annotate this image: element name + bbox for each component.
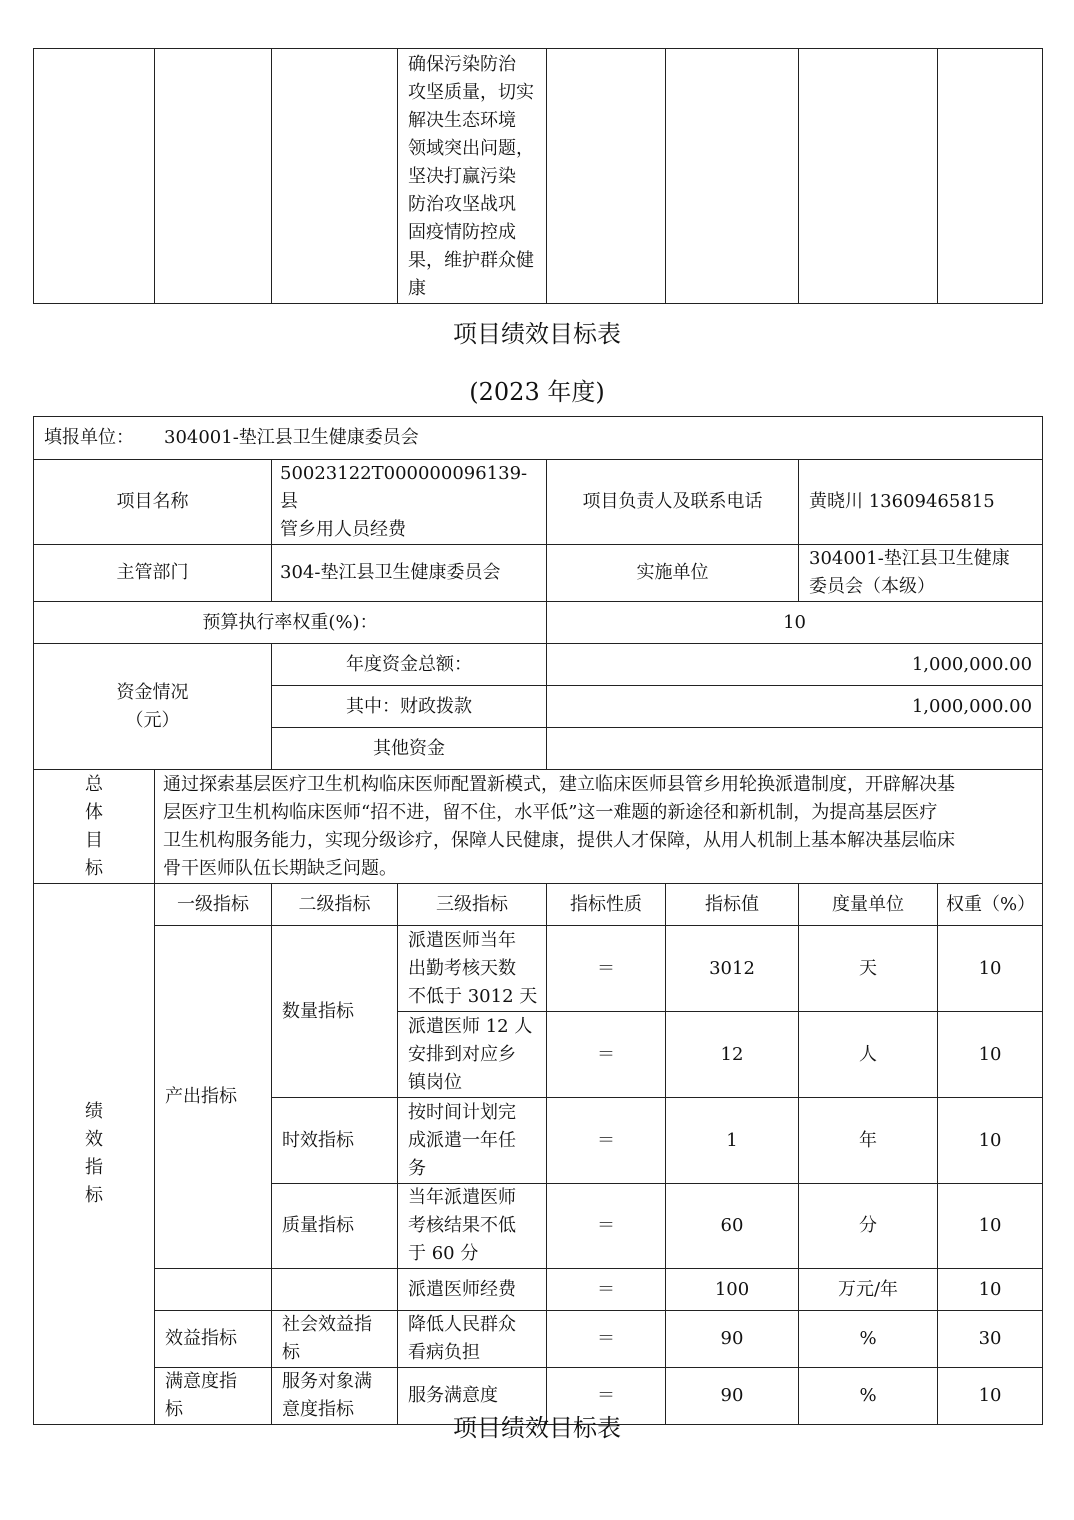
goal-label-char: 总 bbox=[85, 773, 103, 795]
other-funds-label: 其他资金 bbox=[272, 728, 547, 770]
reporting-unit-cell bbox=[34, 417, 1043, 460]
indicator-unit: 天 bbox=[799, 926, 938, 1012]
header-weight: 权重（%） bbox=[938, 884, 1043, 926]
goal-line: 骨干医师队伍长期缺乏问题。 bbox=[163, 857, 397, 879]
indicator-desc bbox=[398, 1269, 547, 1311]
indicator-line: 不低于 3012 天 bbox=[408, 985, 538, 1007]
performance-target-table bbox=[33, 416, 1043, 1425]
empty-cell bbox=[272, 1269, 398, 1311]
goal-label-char: 体 bbox=[85, 801, 103, 823]
indicator-line: 按时间计划完 bbox=[408, 1101, 516, 1123]
previous-table-fragment bbox=[33, 48, 1043, 304]
indicator-value: 1 bbox=[666, 1098, 799, 1184]
perf-label-char: 指 bbox=[85, 1157, 103, 1178]
reporting-unit-label: 填报单位： bbox=[44, 427, 134, 448]
indicator-desc bbox=[398, 1098, 547, 1184]
indicator-weight: 10 bbox=[938, 1184, 1043, 1269]
empty-cell bbox=[272, 49, 398, 304]
indicator-line: 出勤考核天数 bbox=[408, 957, 516, 979]
footer-title: 项目绩效目标表 bbox=[453, 1414, 621, 1442]
project-name-line: 50023122T000000096139-县 bbox=[280, 463, 528, 512]
indicator-line: 当年派遣医师 bbox=[408, 1187, 516, 1208]
impl-unit-value bbox=[799, 545, 1043, 602]
header-nature: 指标性质 bbox=[547, 884, 666, 926]
indicator-line: 镇岗位 bbox=[408, 1071, 462, 1093]
fragment-line: 解决生态环境 bbox=[408, 110, 516, 131]
overall-goal-text bbox=[155, 770, 1043, 884]
indicator-value: 90 bbox=[666, 1311, 799, 1368]
indicator-desc bbox=[398, 1012, 547, 1098]
goal-label-char: 标 bbox=[85, 857, 103, 879]
project-name-value bbox=[272, 460, 547, 545]
indicator-line: 于 60 分 bbox=[408, 1243, 479, 1264]
total-funds-value: 1,000,000.00 bbox=[547, 644, 1043, 686]
indicator-value: 12 bbox=[666, 1012, 799, 1098]
fragment-line: 康 bbox=[408, 278, 426, 299]
benefit-indicator-label: 效益指标 bbox=[155, 1311, 272, 1368]
empty-cell bbox=[938, 49, 1043, 304]
funds-label: 资金情况 bbox=[116, 681, 189, 703]
service-line: 意度指标 bbox=[282, 1399, 354, 1420]
indicator-line: 成派遣一年任 bbox=[408, 1129, 516, 1151]
indicator-line: 派遣医师当年 bbox=[408, 929, 516, 951]
satisfaction-line: 满意度指 bbox=[165, 1371, 237, 1392]
goal-line: 卫生机构服务能力，实现分级诊疗，保障人民健康，提供人才保障，从用人机制上基本解决基层临床 bbox=[163, 829, 955, 851]
impl-unit-line: 304001-垫江县卫生健康 bbox=[809, 548, 1010, 569]
indicator-unit: % bbox=[799, 1368, 938, 1425]
timeliness-indicator-label: 时效指标 bbox=[272, 1098, 398, 1184]
header-level3: 三级指标 bbox=[398, 884, 547, 926]
budget-weight-label: 预算执行率权重(%)： bbox=[34, 602, 547, 644]
fragment-line: 防治攻坚战巩 bbox=[408, 194, 516, 215]
empty-cell bbox=[799, 49, 938, 304]
indicator-weight: 10 bbox=[938, 926, 1043, 1012]
reporting-unit-value: 304001-垫江县卫生健康委员会 bbox=[164, 427, 419, 448]
goal-line: 层医疗卫生机构临床医师“招不进，留不住，水平低”这一难题的新途径和新机制，为提高基层医疗 bbox=[163, 801, 938, 823]
leader-label: 项目负责人及联系电话 bbox=[547, 460, 799, 545]
indicator-nature: ＝ bbox=[547, 926, 666, 1012]
indicator-weight: 10 bbox=[938, 1368, 1043, 1425]
indicator-nature: ＝ bbox=[547, 1098, 666, 1184]
empty-cell bbox=[155, 1269, 272, 1311]
impl-unit-label: 实施单位 bbox=[547, 545, 799, 602]
header-level1: 一级指标 bbox=[155, 884, 272, 926]
page-title: 项目绩效目标表 bbox=[453, 320, 621, 348]
fragment-line: 固疫情防控成 bbox=[408, 222, 516, 243]
indicator-weight: 10 bbox=[938, 1098, 1043, 1184]
indicator-nature: ＝ bbox=[547, 1311, 666, 1368]
perf-label-char: 标 bbox=[85, 1185, 103, 1206]
indicator-nature: ＝ bbox=[547, 1368, 666, 1425]
quality-indicator-label: 质量指标 bbox=[272, 1184, 398, 1269]
fragment-line: 坚决打赢污染 bbox=[408, 166, 516, 187]
social-benefit-line: 标 bbox=[282, 1342, 300, 1363]
indicator-value: 60 bbox=[666, 1184, 799, 1269]
quantity-indicator-label: 数量指标 bbox=[272, 926, 398, 1098]
indicator-desc bbox=[398, 1311, 547, 1368]
indicator-line: 派遣医师 12 人 bbox=[408, 1015, 533, 1037]
indicator-line: 看病负担 bbox=[408, 1342, 480, 1363]
indicator-value: 100 bbox=[666, 1269, 799, 1311]
header-level2: 二级指标 bbox=[272, 884, 398, 926]
fragment-line: 确保污染防治 bbox=[408, 54, 516, 75]
indicator-nature: ＝ bbox=[547, 1184, 666, 1269]
satisfaction-line: 标 bbox=[165, 1399, 183, 1420]
overall-goal-label bbox=[34, 770, 155, 884]
fiscal-funds-label: 其中：财政拨款 bbox=[272, 686, 547, 728]
indicator-value: 90 bbox=[666, 1368, 799, 1425]
indicator-line: 务 bbox=[408, 1157, 426, 1179]
indicator-line: 考核结果不低 bbox=[408, 1215, 516, 1236]
header-value: 指标值 bbox=[666, 884, 799, 926]
budget-weight-value: 10 bbox=[547, 602, 1043, 644]
fragment-line: 果，维护群众健 bbox=[408, 250, 534, 271]
output-indicator-label: 产出指标 bbox=[155, 926, 272, 1269]
goal-line: 通过探索基层医疗卫生机构临床医师配置新模式，建立临床医师县管乡用轮换派遣制度，开辟解决基 bbox=[163, 773, 955, 795]
indicator-unit: 万元/年 bbox=[799, 1269, 938, 1311]
indicator-line: 服务满意度 bbox=[408, 1385, 498, 1406]
perf-label-char: 绩 bbox=[85, 1101, 103, 1122]
goal-label-char: 目 bbox=[85, 829, 103, 851]
indicator-line: 安排到对应乡 bbox=[408, 1043, 516, 1065]
empty-cell bbox=[666, 49, 799, 304]
indicator-value: 3012 bbox=[666, 926, 799, 1012]
indicator-weight: 10 bbox=[938, 1269, 1043, 1311]
social-benefit-line: 社会效益指 bbox=[282, 1314, 372, 1335]
year-subtitle: (2023 年度) bbox=[469, 378, 605, 406]
indicator-unit: 年 bbox=[799, 1098, 938, 1184]
fiscal-funds-value: 1,000,000.00 bbox=[547, 686, 1043, 728]
fragment-line: 领域突出问题， bbox=[408, 138, 534, 159]
dept-label: 主管部门 bbox=[34, 545, 272, 602]
header-unit: 度量单位 bbox=[799, 884, 938, 926]
indicator-line: 派遣医师经费 bbox=[408, 1278, 516, 1300]
fragment-text-cell bbox=[398, 49, 547, 304]
leader-value: 黄晓川 13609465815 bbox=[799, 460, 1043, 545]
other-funds-value bbox=[547, 728, 1043, 770]
indicator-weight: 30 bbox=[938, 1311, 1043, 1368]
funds-label-cell bbox=[34, 644, 272, 770]
indicator-nature: ＝ bbox=[547, 1269, 666, 1311]
indicator-unit: 人 bbox=[799, 1012, 938, 1098]
indicator-weight: 10 bbox=[938, 1012, 1043, 1098]
performance-label bbox=[34, 884, 155, 1425]
total-funds-label: 年度资金总额： bbox=[272, 644, 547, 686]
indicator-unit: % bbox=[799, 1311, 938, 1368]
indicator-nature: ＝ bbox=[547, 1012, 666, 1098]
impl-unit-line: 委员会（本级） bbox=[809, 576, 935, 597]
empty-cell bbox=[34, 49, 155, 304]
indicator-desc bbox=[398, 1184, 547, 1269]
service-line: 服务对象满 bbox=[282, 1371, 372, 1392]
fragment-line: 攻坚质量，切实 bbox=[408, 82, 534, 103]
project-name-line: 管乡用人员经费 bbox=[280, 519, 406, 540]
dept-value: 304-垫江县卫生健康委员会 bbox=[272, 545, 547, 602]
indicator-desc bbox=[398, 926, 547, 1012]
funds-unit: （元） bbox=[125, 709, 180, 731]
indicator-unit: 分 bbox=[799, 1184, 938, 1269]
empty-cell bbox=[547, 49, 666, 304]
empty-cell bbox=[155, 49, 272, 304]
indicator-line: 降低人民群众 bbox=[408, 1314, 516, 1335]
project-name-label: 项目名称 bbox=[34, 460, 272, 545]
perf-label-char: 效 bbox=[85, 1129, 103, 1150]
social-benefit-label bbox=[272, 1311, 398, 1368]
